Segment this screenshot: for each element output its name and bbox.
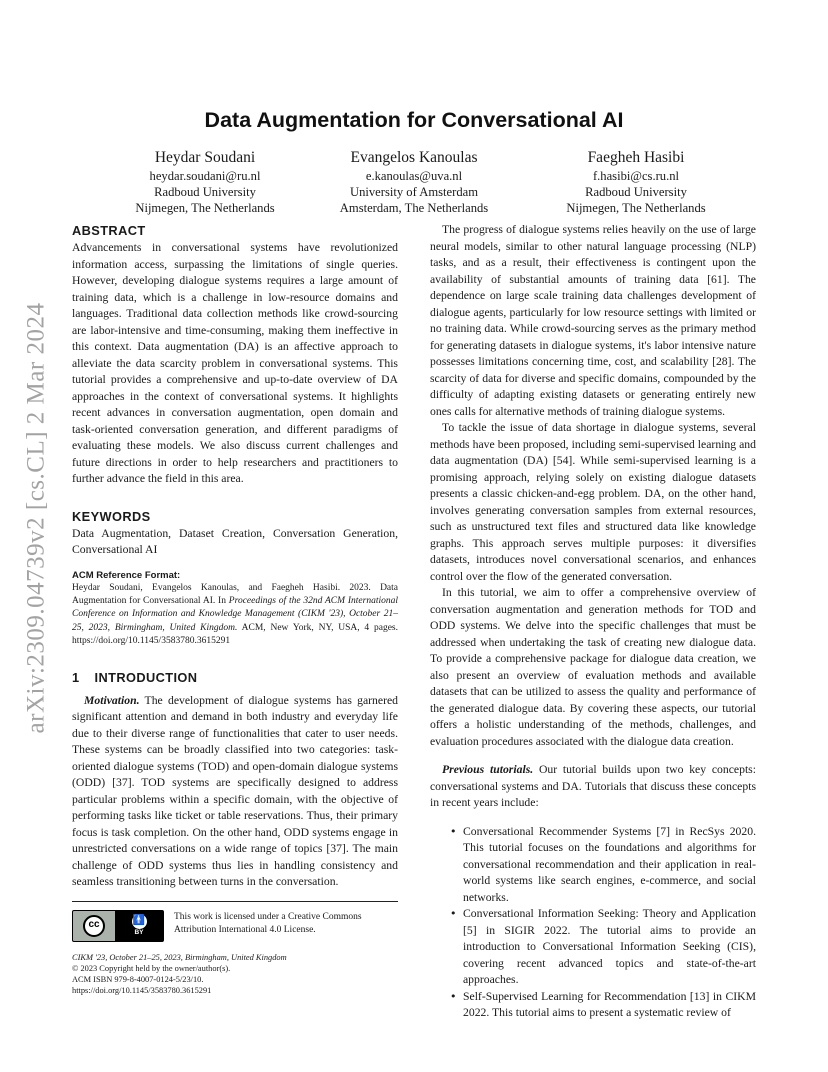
author-affiliation: Radboud University [154,185,256,200]
arxiv-identifier: arXiv:2309.04739v2 [cs.CL] 2 Mar 2024 [22,302,50,734]
body-paragraph: In this tutorial, we aim to offer a comprehensive overview of conversation augmentation and generation methods for TOD and ODD systems. We delve into the specific challenges that must be addressed when undertaking the task of creating new dialogue data. To provide a comprehensive package for dialogue data creation, we also present an overview of evaluation methods and available datasets that can be utilized to assess the quality and performance of the generated dialogue data. By covering these aspects, our tutorial offers a holistic understanding of the methods, challenges, and evaluation procedures associated with the dialogue data creation. [430,586,756,748]
arxiv-watermark [20,258,52,778]
right-column [430,222,756,1022]
publication-footer [72,952,398,997]
abstract-heading: ABSTRACT [72,223,146,238]
introduction-heading [72,669,398,687]
author-affiliation: University of Amsterdam [349,185,478,200]
list-item: • Self-Supervised Learning for Recommendation [13] in CIKM 2022. This tutorial aims to present a systematic review of [463,989,756,1022]
acm-reference-authors: Heydar Soudani, Evangelos Kanoulas, and Faegheh Hasibi. 2023. Data Augmentation for Conversational AI. In [72,582,398,606]
author-location: Amsterdam, The Netherlands [339,201,489,216]
tutorial-list [430,824,756,1022]
license-notice [72,901,398,942]
license-text: This work is licensed under a Creative Commons Attribution International 4.0 License. [174,911,362,936]
author-email: e.kanoulas@uva.nl [365,169,463,183]
author-location: Nijmegen, The Netherlands [135,201,275,216]
author-affiliation: Radboud University [585,185,687,200]
keywords-heading: KEYWORDS [72,508,151,524]
acm-reference-text [72,582,398,649]
acm-reference-tail: ACM, New York, NY, USA, 4 pages. https://doi.org/10.1145/3583780.3615291 [72,622,398,647]
motivation-paragraph [72,693,398,891]
body-paragraph: The progress of dialogue systems relies heavily on the use of large neural models, similar to other natural language processing (NLP) tasks, and as a result, their effectiveness is contingent upon the availability of substantial amounts of training data [61]. The dependence on large scale training data challenges development of dialogue agents, particularly for low resource settings with limited or no training data. While crowd-sourcing serves as the primary method for generating datasets in dialogue systems, it's labor intensive nature possesses limitations concerning time, cost, and scalability [28]. The scarcity of data for diverse and specific domains, compounded by the difficulty of adapting existing datasets or generating entirely new ones calls for alternative methods of training dialogue systems. [430,223,756,418]
acm-reference-heading: ACM Reference Format: [72,569,181,581]
author-block [506,148,766,217]
author-name: Evangelos Kanoulas [350,149,478,166]
abstract-text: Advancements in conversational systems have revolutionized information access, surpassing the limitations of single queries. However, developing dialogue systems requires a large amount of training data, which is a challenge in low-resource domains and languages. Traditional data collection methods like crowd-sourcing are labor-intensive and time-consuming, making them ineffective in this context. Data augmentation (DA) is an affective approach to alleviate the data scarcity problem in conversational systems. This tutorial provides a comprehensive and up-to-date overview of DA approaches in the context of conversational systems. It highlights recent advances in conversation augmentation, open domain and task-oriented conversation generation, and different paradigms of evaluating these models. We also discuss current challenges and future directions in order to help researchers and practitioners to further advance the field in this area. [72,241,398,485]
body-paragraph: To tackle the issue of data shortage in dialogue systems, several methods have been proposed, including semi-supervised learning and data augmentation (DA) [54]. While semi-supervised learning is a promising approach, relying solely on existing dialogue datasets presents a classic chicken-and-egg problem. DA, on the other hand, involves generating conversation samples from external resources, such as unstructured text files and structured data like knowledge graphs. This approach serves multiple purposes: it diversifies datasets, introduces novel conversational scenarios, and enhances control over the flow of the generated conversation. [430,421,756,583]
by-label: BY [134,929,144,937]
left-column [72,222,398,996]
motivation-text: The development of dialogue systems has garnered significant attention and demand in both industry and everyday life due to their diverse range of functionalities that cater to user needs. These systems can be broadly classified into two categories: task-oriented dialogue systems (TOD) and open-domain dialogue systems (ODD) [37]. TOD systems are specifically designed to address particular problems within a specific domain, with the objective of performing tasks like ticket or table reservations. Thus, their primary focus is task completion. On the other hand, ODD systems engage in unrestricted conversations on a wide range of topics [37]. The main challenge of ODD systems thus lies in handling consistency and seamless transitioning between turns in the conversation. [72,693,398,889]
list-item: • Conversational Information Seeking: Theory and Application [5] in SIGIR 2022. The tutorial aims to provide an introduction to Conversational Information Seeking (CIS), covering recent advanced topics and state-of-the-art approaches. [463,906,756,989]
person-icon: 🚹 [132,914,147,929]
isbn-line: ACM ISBN 979-8-4007-0124-5/23/10. [72,974,204,984]
author-email: f.hasibi@cs.ru.nl [592,169,680,183]
creative-commons-icon: cc [83,915,105,937]
paper-title: Data Augmentation for Conversational AI [204,108,624,132]
author-email: heydar.soudani@ru.nl [149,169,261,183]
previous-tutorials-text: Our tutorial builds upon two key concepts: conversational systems and DA. Tutorials that discuss these concepts in recent years include: [430,763,756,809]
author-name: Faegheh Hasibi [587,149,685,166]
acm-reference-venue: Proceedings of the 32nd ACM International Conference on Information and Knowledge Management (CIKM '23), October 21–25, 2023, Birmingham, United Kingdom. [72,595,398,633]
author-block [284,148,544,217]
conference-line: CIKM '23, October 21–25, 2023, Birmingham, United Kingdom [72,952,287,962]
cc-by-badge [72,910,164,942]
copyright-line: © 2023 Copyright held by the owner/author(s). [72,963,231,973]
author-name: Heydar Soudani [154,149,256,166]
doi-link[interactable]: https://doi.org/10.1145/3583780.3615291 [72,986,212,996]
keywords-text: Data Augmentation, Dataset Creation, Conversation Generation, Conversational AI [72,526,398,556]
section-number: 1 [72,669,80,685]
section-title: INTRODUCTION [94,669,198,685]
motivation-label: Motivation. [84,693,140,707]
list-item: • Conversational Recommender Systems [7] in RecSys 2020. This tutorial focuses on the foundations and algorithms for conversational recommendation and their application in real-world systems like search engines, e-commerce, and social networks. [463,824,756,907]
previous-tutorials-label: Previous tutorials. [442,763,534,776]
author-location: Nijmegen, The Netherlands [566,201,706,216]
previous-tutorials-paragraph [430,762,756,812]
